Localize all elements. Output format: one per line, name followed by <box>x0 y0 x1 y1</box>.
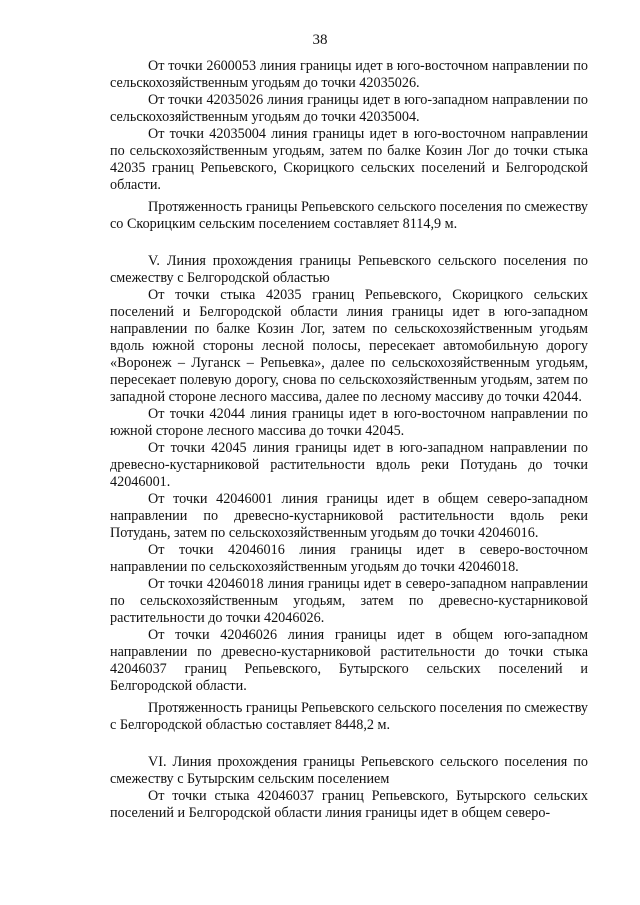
paragraph: От точки 42046026 линия границы идет в общем юго-западном направлении по древесно-кустарниковой растительности до точки стыка 42046037 границ Репьевского, Бутырского сельских поселений и Белгородской области. <box>110 627 588 694</box>
paragraph: От точки 42046016 линия границы идет в северо-восточном направлении по сельскохозяйственным угодьям до точки 42046018. <box>110 542 588 575</box>
paragraph: От точки стыка 42035 границ Репьевского, Скорицкого сельских поселений и Белгородской области линия границы идет в юго-западном направлении по балке Козин Лог, затем по сельскохозяйственным угодьям вдоль южной стороны лесной полосы, пересекает автомобильную дорогу «Воронеж – Луганск – Репьевка», далее по сельскохозяйственным угодьям, пересекает полевую дорогу, снова по сельскохозяйственным угодьям, затем по западной стороне лесного массива, далее по лесному массиву до точки 42044. <box>110 287 588 405</box>
paragraph: От точки 42046001 линия границы идет в общем северо-западном направлении по древесно-кустарниковой растительности вдоль реки Потудань, затем по сельскохозяйственным угодьям до точки 42046016. <box>110 491 588 541</box>
paragraph: От точки 2600053 линия границы идет в юго-восточном направлении по сельскохозяйственным угодьям до точки 42035026. <box>110 58 588 91</box>
paragraph: От точки стыка 42046037 границ Репьевского, Бутырского сельских поселений и Белгородской области линия границы идет в общем северо- <box>110 788 588 821</box>
section-v-heading: V. Линия прохождения границы Репьевского сельского поселения по смежеству с Белгородской областью <box>110 253 588 286</box>
paragraph: От точки 42045 линия границы идет в юго-западном направлении по древесно-кустарниковой растительности вдоль реки Потудань до точки 42046001. <box>110 440 588 490</box>
section-vi-heading: VI. Линия прохождения границы Репьевского сельского поселения по смежеству с Бутырским сельским поселением <box>110 754 588 787</box>
paragraph: От точки 42046018 линия границы идет в северо-западном направлении по сельскохозяйственным угодьям, затем по древесно-кустарниковой растительности до точки 42046026. <box>110 576 588 626</box>
page-number: 38 <box>312 32 328 48</box>
paragraph-length-summary: Протяженность границы Репьевского сельского поселения по смежеству с Белгородской областью составляет 8448,2 м. <box>110 700 588 733</box>
paragraph: От точки 42035026 линия границы идет в юго-западном направлении по сельскохозяйственным угодьям до точки 42035004. <box>110 92 588 125</box>
document-body <box>110 58 588 822</box>
paragraph-length-summary: Протяженность границы Репьевского сельского поселения по смежеству со Скорицким сельским поселением составляет 8114,9 м. <box>110 199 588 232</box>
paragraph: От точки 42035004 линия границы идет в юго-восточном направлении по сельскохозяйственным угодьям, затем по балке Козин Лог до точки стыка 42035 границ Репьевского, Скорицкого сельских поселений и Белгородской области. <box>110 126 588 193</box>
paragraph: От точки 42044 линия границы идет в юго-восточном направлении по южной стороне лесного массива до точки 42045. <box>110 406 588 439</box>
